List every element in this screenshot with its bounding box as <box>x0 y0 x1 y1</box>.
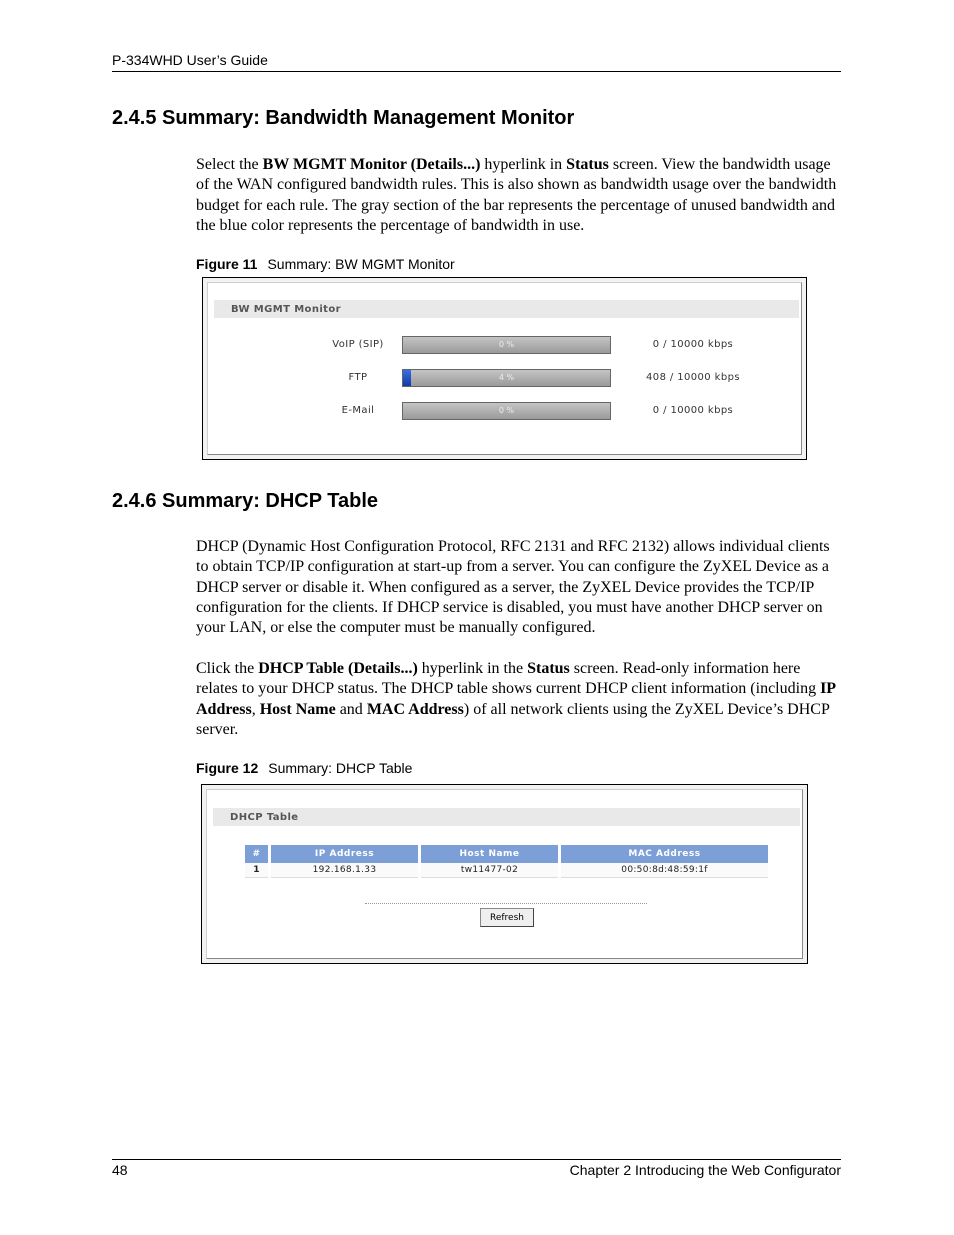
cell-mac-address: 00:50:8d:48:59:1f <box>560 863 769 878</box>
bw-row-label: FTP <box>348 372 368 383</box>
section-heading-dhcp: 2.4.6 Summary: DHCP Table <box>112 490 379 512</box>
bw-usage-value: 0 / 10000 kbps <box>652 405 734 416</box>
bw-usage-bar <box>402 402 611 420</box>
bw-row-voip <box>208 335 801 355</box>
dhcp-table <box>245 845 768 878</box>
dhcp-table-screenshot <box>201 784 808 964</box>
footer-chapter: Chapter 2 Introducing the Web Configurator <box>569 1162 841 1178</box>
figure-11-caption: Figure 11 Summary: BW MGMT Monitor <box>196 256 455 272</box>
column-header-ip-address: IP Address <box>270 845 420 863</box>
bw-row-ftp <box>208 368 801 388</box>
refresh-button[interactable]: Refresh <box>480 908 534 927</box>
bw-usage-value: 408 / 10000 kbps <box>646 372 740 383</box>
footer-rule <box>112 1159 841 1160</box>
bw-row-label: E-Mail <box>341 405 375 416</box>
dhcp-table-title: DHCP Table <box>213 808 800 826</box>
bw-row-label: VoIP (SIP) <box>332 339 384 350</box>
bw-usage-value: 0 / 10000 kbps <box>652 339 734 350</box>
column-header-mac-address: MAC Address <box>560 845 769 863</box>
bw-paragraph: Select the BW MGMT Monitor (Details...) hyperlink in Status screen. View the bandwidth usage of the WAN configured bandwidth rules. This is also shown as bandwidth usage over the bandwidth budget for each rule. The gray section of the bar represents the percentage of unused bandwidth and the blue color represents the percentage of bandwidth in use. <box>196 156 837 234</box>
dhcp-paragraph-2: Click the DHCP Table (Details...) hyperlink in the Status screen. Read-only information here relates to your DHCP status. The DHCP table shows current DHCP client information (including IP Address, Host Name and MAC Address) of all network clients using the ZyXEL Device’s DHCP server. <box>196 660 836 738</box>
column-header-number: # <box>245 845 270 863</box>
section-heading-bw: 2.4.5 Summary: Bandwidth Management Monitor <box>112 107 575 129</box>
bw-usage-percent: 0 % <box>498 406 515 415</box>
cell-ip-address: 192.168.1.33 <box>270 863 420 878</box>
cell-number: 1 <box>245 863 270 878</box>
cell-host-name: tw11477-02 <box>420 863 560 878</box>
bw-usage-percent: 4 % <box>498 373 515 382</box>
bw-usage-bar <box>402 369 611 387</box>
bw-row-email <box>208 401 801 421</box>
page-number: 48 <box>112 1162 128 1178</box>
bw-usage-bar <box>402 336 611 354</box>
figure-12-caption: Figure 12 Summary: DHCP Table <box>196 760 413 776</box>
dotted-divider <box>365 903 647 904</box>
bw-monitor-screenshot <box>202 277 807 460</box>
header-rule <box>112 71 841 72</box>
dhcp-paragraph-1: DHCP (Dynamic Host Configuration Protocol, RFC 2131 and RFC 2132) allows individual clients to obtain TCP/IP configuration at start-up from a server. You can configure the ZyXEL Device as a DHCP server or disable it. When configured as a server, the ZyXEL Device provides the TCP/IP configuration for the clients. If DHCP service is disabled, you must have another DHCP server on your LAN, or else the computer must be manually configured. <box>196 538 830 637</box>
column-header-host-name: Host Name <box>420 845 560 863</box>
bw-monitor-title: BW MGMT Monitor <box>214 300 799 318</box>
bw-usage-percent: 0 % <box>498 340 515 349</box>
running-header: P-334WHD User’s Guide <box>112 52 268 68</box>
table-row <box>245 863 768 878</box>
